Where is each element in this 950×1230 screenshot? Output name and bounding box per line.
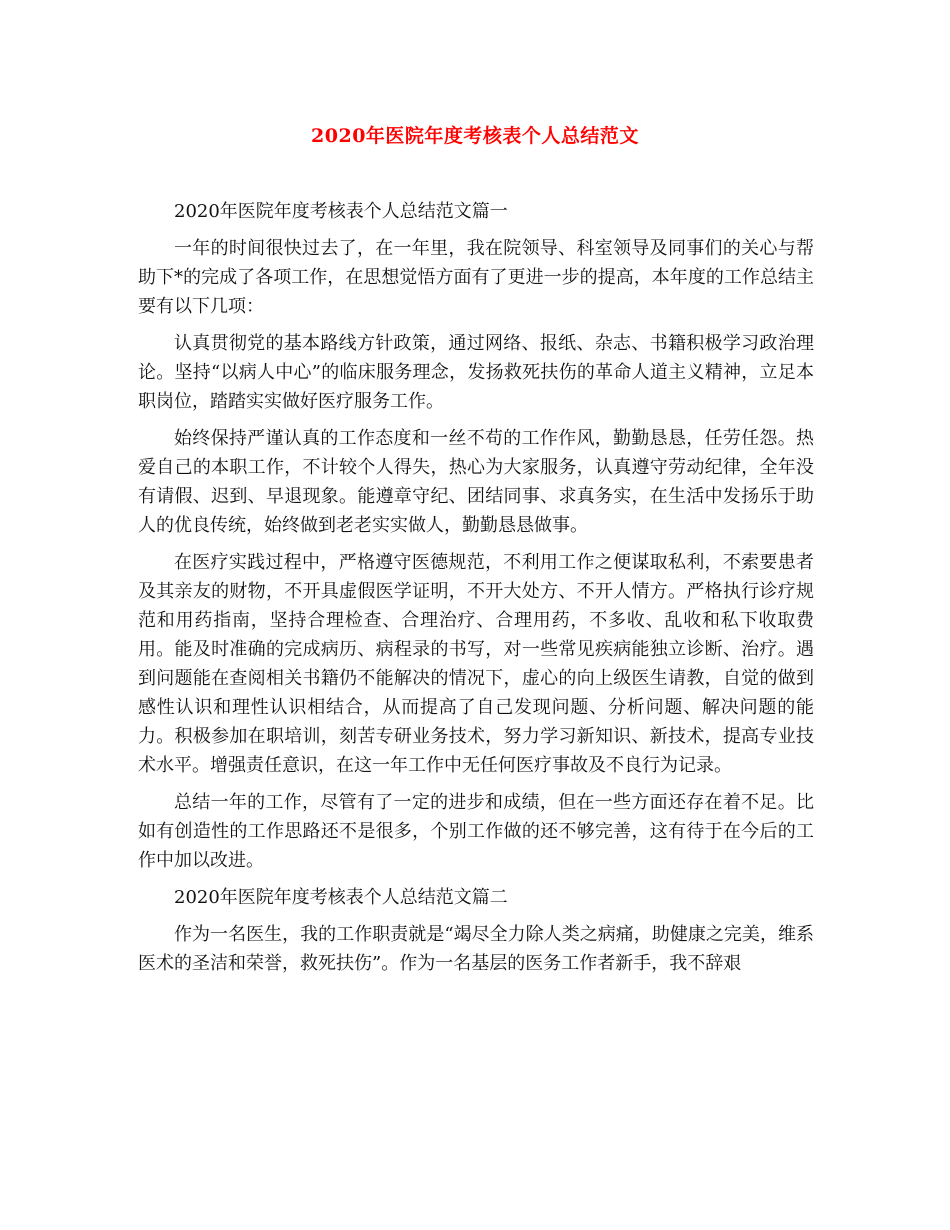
- paragraph: 始终保持严谨认真的工作态度和一丝不苟的工作作风，勤勤恳恳，任劳任怨。热爱自己的本职工作，不计较个人得失，热心为大家服务，认真遵守劳动纪律，全年没有请假、迟到、早退现象。能遵章守纪、团结同事、求真务实，在生活中发扬乐于助人的优良传统，始终做到老老实实做人，勤勤恳恳做事。: [138, 428, 814, 536]
- paragraph: 认真贯彻党的基本路线方针政策，通过网络、报纸、杂志、书籍积极学习政治理论。坚持“以病人中心”的临床服务理念，发扬救死扶伤的革命人道主义精神，立足本职岗位，踏踏实实做好医疗服务工作。: [138, 333, 814, 412]
- section-heading-1: 2020年医院年度考核表个人总结范文篇一: [174, 201, 508, 222]
- document-body: [138, 197, 814, 986]
- paragraph: 作为一名医生，我的工作职责就是“竭尽全力除人类之病痛，助健康之完美，维系医术的圣洁和荣誉，救死扶伤”。作为一名基层的医务工作者新手，我不辞艰: [138, 924, 814, 974]
- document-title: 2020年医院年度考核表个人总结范文: [311, 125, 639, 147]
- paragraph: 总结一年的工作，尽管有了一定的进步和成绩，但在一些方面还存在着不足。比如有创造性的工作思路还不是很多，个别工作做的还不够完善，这有待于在今后的工作中加以改进。: [138, 792, 814, 871]
- section-heading-2: 2020年医院年度考核表个人总结范文篇二: [174, 887, 508, 908]
- paragraph: 一年的时间很快过去了，在一年里，我在院领导、科室领导及同事们的关心与帮助下*的完成了各项工作，在思想觉悟方面有了更进一步的提高，本年度的工作总结主要有以下几项：: [138, 238, 814, 317]
- paragraph: 在医疗实践过程中，严格遵守医德规范，不利用工作之便谋取私利，不索要患者及其亲友的财物，不开具虚假医学证明，不开大处方、不开人情方。严格执行诊疗规范和用药指南，坚持合理检查、合理治疗、合理用药，不多收、乱收和私下收取费用。能及时准确的完成病历、病程录的书写，对一些常见疾病能独立诊断、治疗。遇到问题能在查阅相关书籍仍不能解决的情况下，虚心的向上级医生请教，自觉的做到感性认识和理性认识相结合，从而提高了自己发现问题、分析问题、解决问题的能力。积极参加在职培训，刻苦专研业务技术，努力学习新知识、新技术，提高专业技术水平。增强责任意识，在这一年工作中无任何医疗事故及不良行为记录。: [138, 552, 814, 776]
